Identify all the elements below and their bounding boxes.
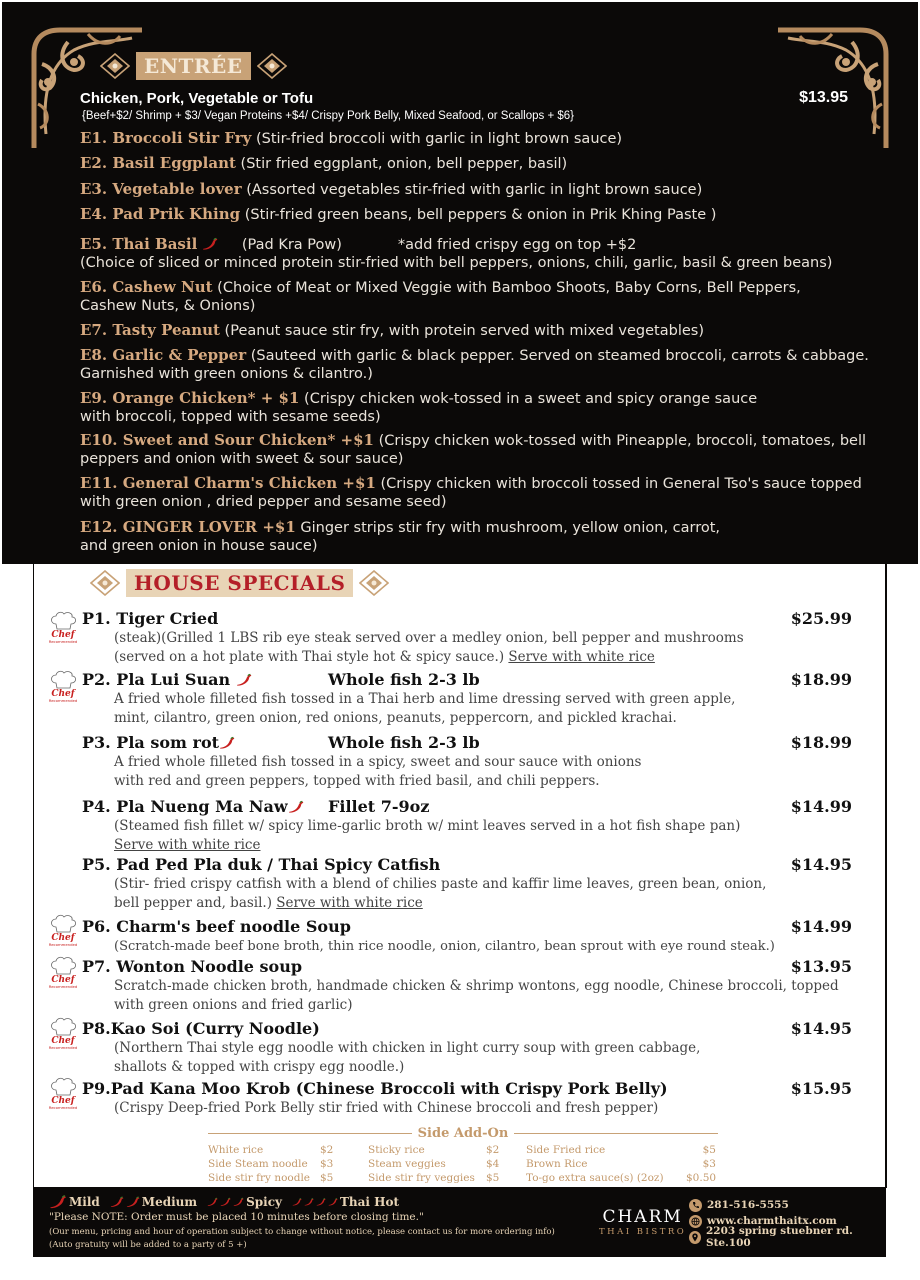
addon-price: $2 (320, 1144, 334, 1156)
entree-item-desc: (Stir-fried broccoli with garlic in light brown sauce) (251, 131, 623, 147)
special-item-name: P4. Pla Nueng Ma Naw (82, 797, 304, 816)
menu-footer (33, 1187, 886, 1257)
special-item-size: Fillet 7-9oz (328, 797, 430, 816)
special-item-price: $14.95 (790, 1019, 852, 1038)
location-pin-icon (689, 1231, 701, 1244)
chili-pepper-icon (49, 1195, 67, 1209)
contact-info (689, 1197, 886, 1249)
entree-item-name: E8. Garlic & Pepper (80, 346, 247, 364)
special-item-size: Whole fish 2-3 lb (328, 733, 480, 752)
special-item (82, 670, 852, 728)
chef-recommended-icon (46, 955, 80, 991)
chef-recommended-icon (46, 913, 80, 949)
serve-with-rice-note: Serve with white rice (276, 895, 423, 911)
spice-legend (49, 1195, 409, 1209)
chili-pepper-icon (110, 1195, 124, 1209)
addon-name: Steam veggies (368, 1158, 446, 1170)
legend-spicy: Spicy (207, 1195, 282, 1209)
special-item-name: P2. Pla Lui Suan (82, 670, 252, 689)
special-item-desc: (Stir- fried crispy catfish with a blend of chilies paste and kaffir lime leaves, green bean, onion, bell pepper and, basil.) (114, 876, 767, 911)
entree-item-desc: (Crispy chicken with broccoli tossed in General Tso's sauce topped with green onion , dried pepper and sesame seed) (80, 476, 862, 510)
addon-name: Side Fried rice (526, 1144, 606, 1156)
special-item-desc: (Northern Thai style egg noodle with chicken in light curry soup with green cabbage, shallots & topped with crispy egg noodle.) (114, 1040, 701, 1075)
entree-item-name: E4. Pad Prik Khing (80, 205, 241, 223)
legend-mild: Mild (49, 1195, 100, 1209)
divider (208, 1133, 412, 1134)
entree-item (80, 321, 870, 340)
gratuity-note: (Auto gratuity will be added to a party of 5 +) (49, 1240, 247, 1250)
special-item-price: $13.95 (790, 957, 852, 976)
special-item-desc: (steak)(Grilled 1 LBS rib eye steak served over a medley onion, bell pepper and mushrooms (served on a hot plate with Thai style hot & spicy sauce.) (114, 630, 744, 665)
entree-item-desc: (Crispy chicken wok-tossed in a sweet and spicy orange sauce with broccoli, topped with sesame seeds) (80, 391, 758, 425)
website-link[interactable]: www.charmthaitx.com (707, 1215, 837, 1227)
section-border-right (885, 562, 887, 1188)
special-item-desc: (Scratch-made beef bone broth, thin rice noodle, onion, cilantro, bean sprout with eye round steak.) (114, 939, 775, 954)
special-item-desc: Scratch-made chicken broth, handmade chicken & shrimp wontons, egg noodle, Chinese broccoli, topped with green onions and fried garlic) (114, 978, 839, 1013)
chili-pepper-icon (233, 1195, 244, 1209)
chili-pepper-icon (219, 736, 235, 750)
chili-pepper-icon (202, 237, 218, 251)
entree-item-name: E6. Cashew Nut (80, 278, 213, 296)
chef-recommended-icon (46, 1076, 80, 1112)
phone-number[interactable]: 281-516-5555 (707, 1199, 789, 1211)
house-specials-banner (90, 569, 389, 597)
entree-item (80, 474, 870, 511)
entree-item (80, 431, 870, 468)
change-notice: (Our menu, pricing and hour of operation subject to change without notice, please contact us for more ordering info) (49, 1227, 555, 1237)
special-item-size: Whole fish 2-3 lb (328, 670, 480, 689)
entree-item-name: E2. Basil Eggplant (80, 154, 236, 172)
brand-name: CHARM (602, 1207, 683, 1227)
entree-item (80, 389, 770, 426)
special-item-price: $14.99 (790, 797, 852, 816)
serve-with-rice-note: Serve with white rice (114, 837, 261, 853)
entree-item-desc: (Choice of Meat or Mixed Veggie with Bamboo Shoots, Baby Corns, Bell Peppers, Cashew Nuts, & Onions) (80, 280, 801, 314)
diamond-ornament-icon (90, 570, 120, 596)
addon-price: $0.50 (686, 1172, 717, 1184)
chili-pepper-icon (126, 1195, 140, 1209)
entree-item (80, 346, 870, 383)
special-item (82, 855, 852, 913)
special-item (82, 609, 852, 667)
entree-title: ENTRÉE (136, 52, 251, 80)
addon-name: Brown Rice (526, 1158, 588, 1170)
addon-price: $3 (702, 1158, 716, 1170)
addon-name: To-go extra sauce(s) (2oz) (526, 1172, 664, 1184)
order-cutoff-note: "Please NOTE: Order must be placed 10 minutes before closing time." (49, 1211, 424, 1223)
special-item-price: $15.95 (790, 1079, 852, 1098)
legend-medium: Medium (110, 1195, 197, 1209)
entree-item-name: E11. General Charm's Chicken +$1 (80, 474, 376, 492)
divider (514, 1133, 718, 1134)
chili-pepper-icon (316, 1195, 326, 1209)
entree-item-desc: (Peanut sauce stir fry, with protein served with mixed vegetables) (219, 323, 704, 339)
addon-price: $4 (486, 1158, 500, 1170)
special-item-price: $25.99 (790, 609, 852, 628)
entree-item-desc: (Choice of sliced or minced protein stir-fried with bell peppers, onions, chili, garlic, basil & green beans) (80, 255, 833, 271)
special-item-desc: A fried whole filleted fish tossed in a Thai herb and lime dressing served with green apple, mint, cilantro, green onion, red onions, peanuts, peppercorn, and pickled krachai. (114, 691, 736, 726)
addon-price: $5 (486, 1172, 500, 1184)
entree-item (80, 205, 870, 224)
special-item-name: P8.Kao Soi (Curry Noodle) (82, 1019, 320, 1038)
entree-item-name: E3. Vegetable lover (80, 180, 242, 198)
special-item (82, 1079, 852, 1118)
entree-item-desc: Ginger strips stir fry with mushroom, yellow onion, carrot, and green onion in house sauce) (80, 520, 721, 554)
entree-item (80, 518, 730, 555)
addon-name: Sticky rice (368, 1144, 425, 1156)
special-item (82, 797, 852, 855)
brand-subtitle: THAI BISTRO (599, 1227, 687, 1237)
entree-item (80, 129, 870, 148)
side-addon-panel (208, 1125, 718, 1185)
addon-price: $5 (702, 1144, 716, 1156)
address-text: 2203 spring stuebner rd. Ste.100 (706, 1225, 853, 1249)
side-addon-table (208, 1143, 718, 1185)
chili-pepper-icon (207, 1195, 218, 1209)
addon-name: Side stir fry veggies (368, 1172, 475, 1184)
special-item-price: $18.99 (790, 670, 852, 689)
entree-item-name: E10. Sweet and Sour Chicken* +$1 (80, 431, 374, 449)
entree-item (80, 180, 870, 199)
chili-pepper-icon (288, 800, 304, 814)
section-border-left (33, 562, 34, 1188)
special-item-desc: (Steamed fish fillet w/ spicy lime-garlic broth w/ mint leaves served in a hot fish shape pan) (114, 818, 741, 834)
special-item-name: P5. Pad Ped Pla duk / Thai Spicy Catfish (82, 855, 441, 874)
special-item (82, 917, 852, 956)
phone-icon (689, 1199, 702, 1212)
addon-name: Side Steam noodle (208, 1158, 308, 1170)
protein-choice-line: Chicken, Pork, Vegetable or Tofu (80, 90, 314, 107)
addon-name: Side stir fry noodle (208, 1172, 311, 1184)
special-item-price: $14.99 (790, 917, 852, 936)
protein-upgrade-line: {Beef+$2/ Shrimp + $3/ Vegan Proteins +$4/ Crispy Pork Belly, Mixed Seafood, or Scallops + $6} (82, 110, 575, 122)
entree-item (80, 278, 820, 315)
special-item-name: P9.Pad Kana Moo Krob (Chinese Broccoli with Crispy Pork Belly) (82, 1079, 668, 1098)
chef-recommended-icon (46, 669, 80, 705)
special-item (82, 1019, 852, 1077)
chili-pepper-icon (236, 673, 252, 687)
chili-pepper-icon (328, 1195, 338, 1209)
entree-item-addon: *add fried crispy egg on top +$2 (397, 237, 637, 253)
entree-banner (100, 52, 287, 80)
entree-base-price: $13.95 (799, 89, 848, 106)
house-specials-title: HOUSE SPECIALS (126, 569, 353, 597)
special-item-desc: (Crispy Deep-fried Pork Belly stir fried with Chinese broccoli and fresh pepper) (114, 1100, 659, 1116)
chef-recommended-icon (46, 610, 80, 646)
entree-item-alt-name: (Pad Kra Pow) (241, 237, 342, 253)
special-item (82, 957, 852, 1015)
entree-item-name: E9. Orange Chicken* + $1 (80, 389, 300, 407)
diamond-ornament-icon (257, 53, 287, 79)
entree-item (80, 154, 870, 173)
diamond-ornament-icon (100, 53, 130, 79)
special-item-name: P6. Charm's beef noodle Soup (82, 917, 351, 936)
special-item-name: P7. Wonton Noodle soup (82, 957, 303, 976)
entree-item-name: E1. Broccoli Stir Fry (80, 129, 252, 147)
globe-icon (689, 1215, 702, 1228)
diamond-ornament-icon (359, 570, 389, 596)
chili-pepper-icon (220, 1195, 231, 1209)
entree-item-name: E5. Thai Basil (80, 235, 198, 253)
entree-item-name: E12. GINGER LOVER +$1 (80, 518, 296, 536)
brand-logo (599, 1207, 686, 1237)
entree-item (80, 235, 870, 272)
entree-item-desc: (Assorted vegetables stir-fried with garlic in light brown sauce) (241, 182, 703, 198)
chili-pepper-icon (304, 1195, 314, 1209)
entree-item-name: E7. Tasty Peanut (80, 321, 220, 339)
special-item-name: P1. Tiger Cried (82, 609, 219, 628)
addon-price: $3 (320, 1158, 334, 1170)
serve-with-rice-note: Serve with white rice (508, 649, 655, 665)
addon-price: $5 (320, 1172, 334, 1184)
special-item (82, 733, 852, 791)
addon-name: White rice (208, 1144, 264, 1156)
entree-item-desc: (Crispy chicken wok-tossed with Pineapple, broccoli, tomatoes, bell peppers and onion with sweet & sour sauce) (80, 433, 867, 467)
special-item-price: $18.99 (790, 733, 852, 752)
side-addon-title: Side Add-On (417, 1125, 509, 1141)
entree-item-desc: (Stir fried eggplant, onion, bell pepper, basil) (235, 156, 568, 172)
entree-item-desc: (Stir-fried green beans, bell peppers & onion in Prik Khing Paste ) (240, 207, 717, 223)
special-item-desc: A fried whole filleted fish tossed in a spicy, sweet and sour sauce with onions with red and green peppers, topped with fried basil, and chili peppers. (114, 754, 642, 789)
special-item-name: P3. Pla som rot (82, 733, 235, 752)
legend-thai-hot: Thai Hot (292, 1195, 399, 1209)
chef-recommended-icon (46, 1016, 80, 1052)
addon-price: $2 (486, 1144, 500, 1156)
entree-item-desc: (Sauteed with garlic & black pepper. Served on steamed broccoli, carrots & cabbage. Garnished with green onions & cilantro.) (80, 348, 869, 382)
special-item-price: $14.95 (790, 855, 852, 874)
chili-pepper-icon (292, 1195, 302, 1209)
